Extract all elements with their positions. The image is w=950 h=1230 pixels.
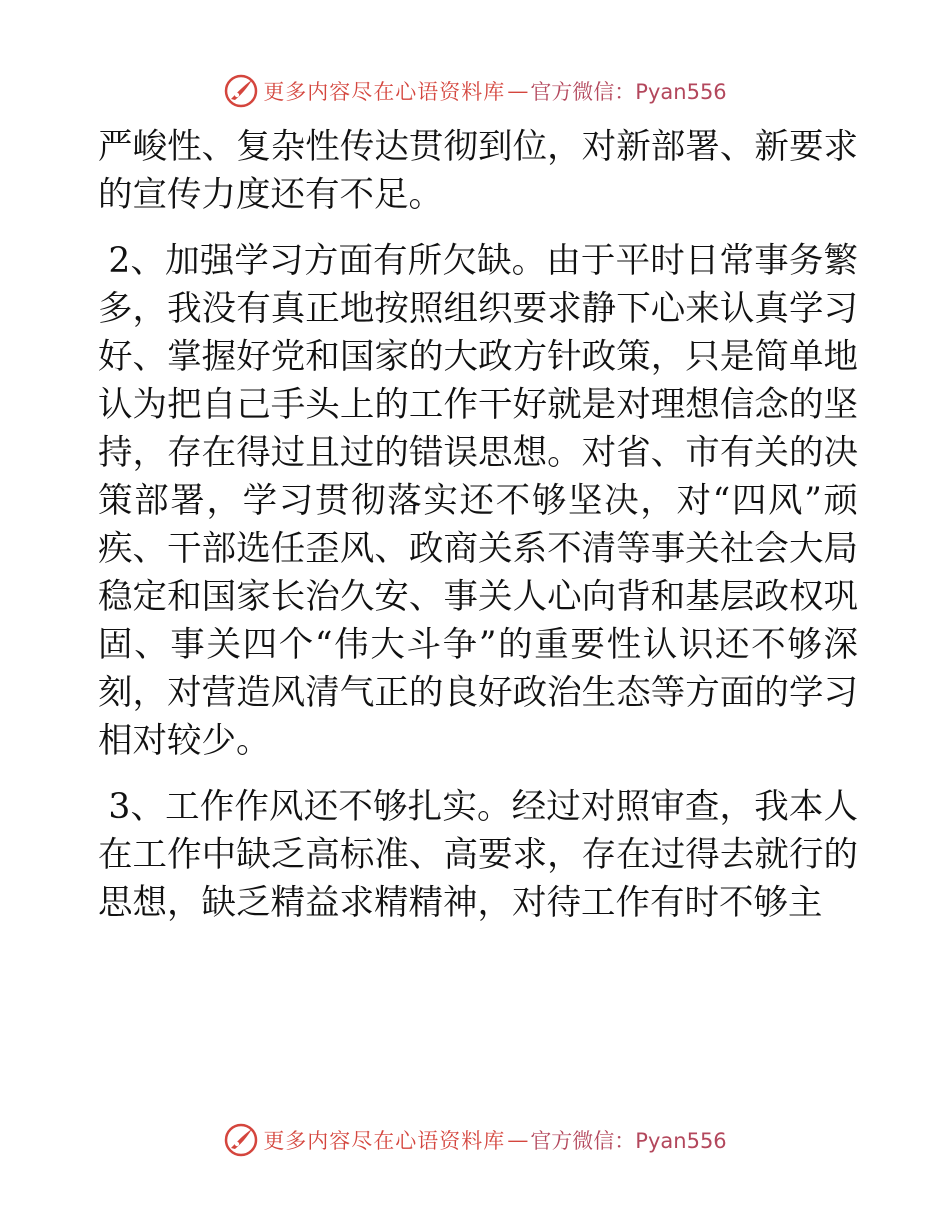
paragraph-continued: 严峻性、复杂性传达贯彻到位，对新部署、新要求的宣传力度还有不足。 [98,127,858,215]
paragraph-item-2: 2、加强学习方面有所欠缺。由于平时日常事务繁多，我没有真正地按照组织要求静下心来认真学习好、掌握好党和国家的大政方针政策，只是简单地认为把自己手头上的工作干好就是对理想信念的坚持，存在得过且过的错误思想。对省、市有关的决策部署，学习贯彻落实还不够坚决，对“四风”顽疾、干部选任歪风、政商关系不清等事关社会大局稳定和国家长治久安、事关人心向背和基层政权巩固、事关四个“伟大斗争”的重要性认识还不够深刻，对营造风清气正的良好政治生态等方面的学习相对较少。 [98,241,858,761]
watermark-dash: — [507,79,529,103]
watermark-contact: 官方微信：Pyan556 [530,1129,727,1153]
watermark-dash: — [507,1128,529,1152]
ink-pen-circle-icon [223,1122,259,1158]
footer-watermark [0,1120,950,1160]
header-watermark [0,71,950,111]
watermark-brand: 更多内容尽在心语资料库 [263,1129,506,1153]
ink-pen-circle-icon [223,73,259,109]
document-body [98,123,858,927]
watermark-contact: 官方微信：Pyan556 [530,80,727,104]
watermark-brand: 更多内容尽在心语资料库 [263,80,506,104]
paragraph-item-3: 3、工作作风还不够扎实。经过对照审查，我本人在工作中缺乏高标准、高要求，存在过得去就行的思想，缺乏精益求精精神，对待工作有时不够主 [98,787,858,923]
